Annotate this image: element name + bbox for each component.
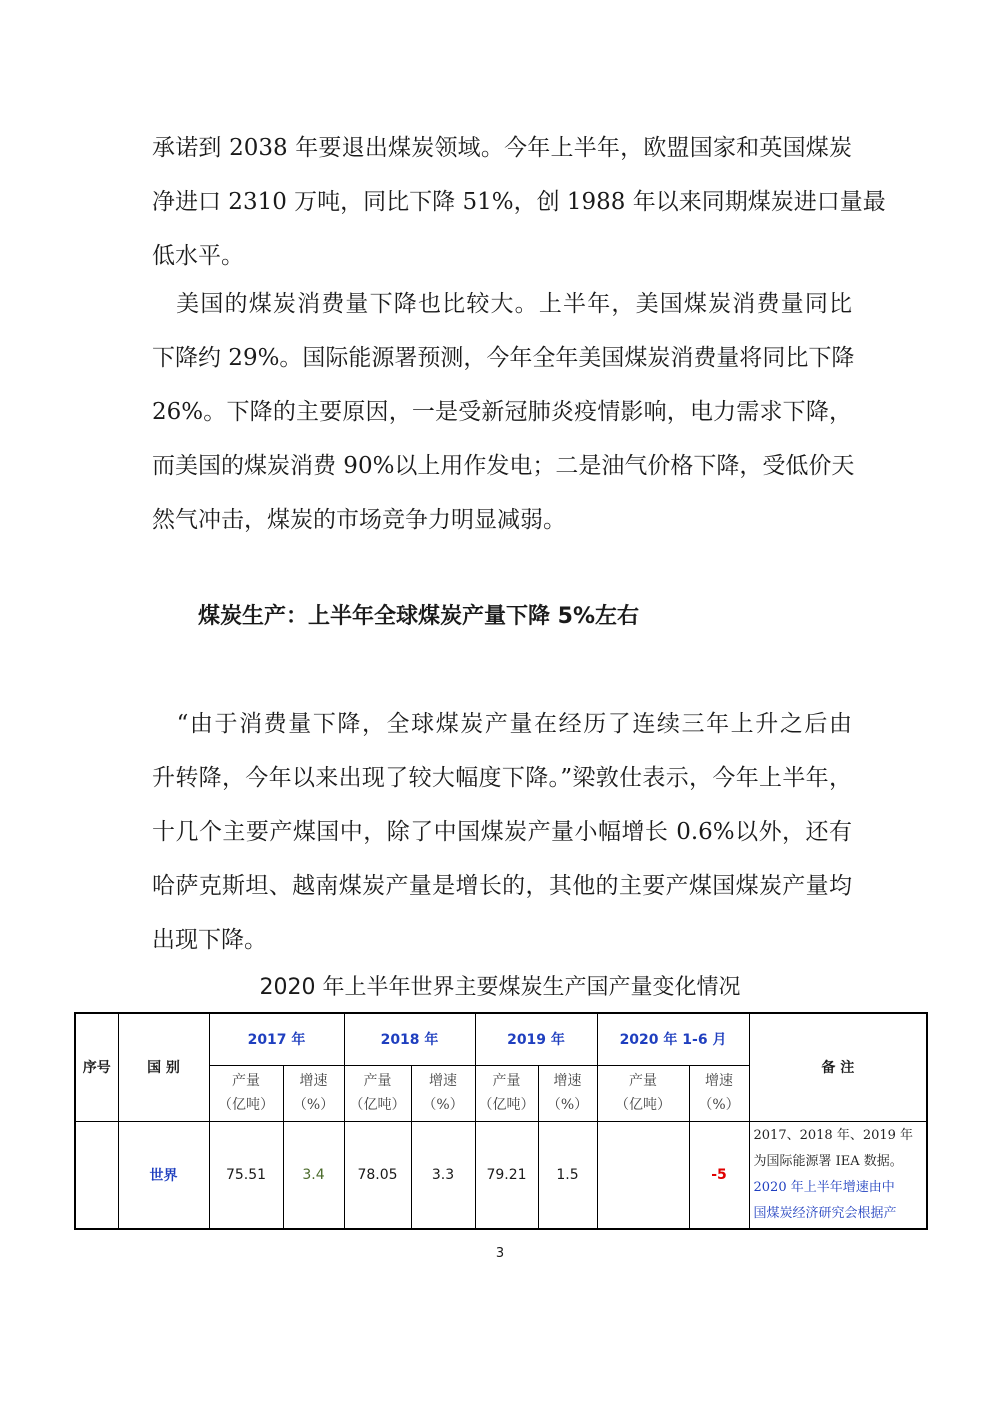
text-line: 然气冲击，煤炭的市场竞争力明显减弱。 — [152, 507, 566, 533]
subheader-output-label: 产量 — [492, 1073, 521, 1089]
text-line: 哈萨克斯坦、越南煤炭产量是增长的，其他的主要产煤国煤炭产量均 — [152, 873, 852, 899]
subheader-growth-unit: （%） — [292, 1097, 335, 1113]
header-year-2019: 2019 年 — [475, 1013, 597, 1065]
cell-2020-growth: -5 — [689, 1121, 749, 1229]
text-line: 26%。下降的主要原因，一是受新冠肺炎疫情影响，电力需求下降， — [152, 399, 852, 425]
header-year-2020: 2020 年 1-6 月 — [597, 1013, 749, 1065]
header-year-2017: 2017 年 — [209, 1013, 344, 1065]
subheader-growth-label: 增速 — [299, 1073, 328, 1089]
cell-2020-output — [597, 1121, 689, 1229]
cell-2017-growth: 3.4 — [283, 1121, 344, 1229]
subheader-growth-label: 增速 — [429, 1073, 457, 1089]
paragraph-eu-imports — [152, 121, 886, 283]
text-line: 升转降，今年以来出现了较大幅度下降。”梁敦仕表示，今年上半年， — [152, 765, 852, 791]
table-header-row — [75, 1013, 927, 1065]
text-line: 十几个主要产煤国中，除了中国煤炭产量小幅增长 0.6%以外，还有 — [152, 819, 852, 845]
subheader-growth-unit: （%） — [546, 1097, 589, 1113]
text-line: 低水平。 — [152, 243, 244, 269]
section-heading: 煤炭生产：上半年全球煤炭产量下降 5%左右 — [198, 604, 640, 629]
subheader-output — [597, 1065, 689, 1121]
cell-country: 世界 — [118, 1121, 209, 1229]
cell-note — [749, 1121, 927, 1229]
text-line: “由于消费量下降，全球煤炭产量在经历了连续三年上升之后由 — [152, 711, 852, 737]
subheader-growth-label: 增速 — [553, 1073, 582, 1089]
cell-index — [75, 1121, 118, 1229]
subheader-growth — [538, 1065, 597, 1121]
paragraph-global-production — [152, 697, 852, 967]
subheader-output-unit: （亿吨） — [218, 1097, 274, 1113]
text-line: 美国的煤炭消费量下降也比较大。上半年，美国煤炭消费量同比 — [152, 291, 852, 317]
subheader-output-unit: （亿吨） — [478, 1097, 535, 1113]
subheader-output-label: 产量 — [232, 1073, 260, 1089]
note-line: 2017、2018 年、2019 年 — [753, 1127, 914, 1143]
subheader-output-unit: （亿吨） — [349, 1097, 406, 1113]
cell-2018-growth: 3.3 — [411, 1121, 475, 1229]
header-year-2018: 2018 年 — [344, 1013, 475, 1065]
cell-2019-growth: 1.5 — [538, 1121, 597, 1229]
header-country: 国 别 — [118, 1013, 209, 1121]
subheader-growth — [411, 1065, 475, 1121]
subheader-output — [344, 1065, 411, 1121]
subheader-output-unit: （亿吨） — [615, 1097, 671, 1113]
header-note: 备 注 — [749, 1013, 927, 1121]
subheader-output-label: 产量 — [629, 1073, 657, 1089]
subheader-output-label: 产量 — [363, 1073, 392, 1089]
subheader-growth-unit: （%） — [422, 1097, 464, 1113]
text-line: 承诺到 2038 年要退出煤炭领域。今年上半年，欧盟国家和英国煤炭 — [152, 135, 852, 161]
subheader-growth-label: 增速 — [705, 1073, 733, 1089]
cell-2019-output: 79.21 — [475, 1121, 538, 1229]
note-line: 为国际能源署 IEA 数据。 — [753, 1153, 903, 1169]
note-line-highlight: 国煤炭经济研究会根据产 — [753, 1205, 897, 1221]
paragraph-us-consumption — [152, 277, 855, 547]
table-row — [75, 1121, 927, 1229]
cell-2017-output: 75.51 — [209, 1121, 283, 1229]
text-line: 净进口 2310 万吨，同比下降 51%，创 1988 年以来同期煤炭进口量最 — [152, 189, 886, 215]
subheader-output — [209, 1065, 283, 1121]
subheader-output — [475, 1065, 538, 1121]
note-line-highlight: 2020 年上半年增速由中 — [753, 1179, 895, 1195]
text-line: 下降约 29%。国际能源署预测，今年全年美国煤炭消费量将同比下降 — [152, 345, 855, 371]
table-title: 2020 年上半年世界主要煤炭生产国产量变化情况 — [259, 975, 741, 1000]
subheader-growth-unit: （%） — [698, 1097, 740, 1113]
text-line: 出现下降。 — [152, 927, 267, 953]
subheader-growth — [689, 1065, 749, 1121]
text-line: 而美国的煤炭消费 90%以上用作发电；二是油气价格下降，受低价天 — [152, 453, 855, 479]
subheader-growth — [283, 1065, 344, 1121]
coal-production-table — [74, 1012, 928, 1230]
header-index: 序号 — [75, 1013, 118, 1121]
page-number: 3 — [495, 1246, 505, 1261]
cell-2018-output: 78.05 — [344, 1121, 411, 1229]
